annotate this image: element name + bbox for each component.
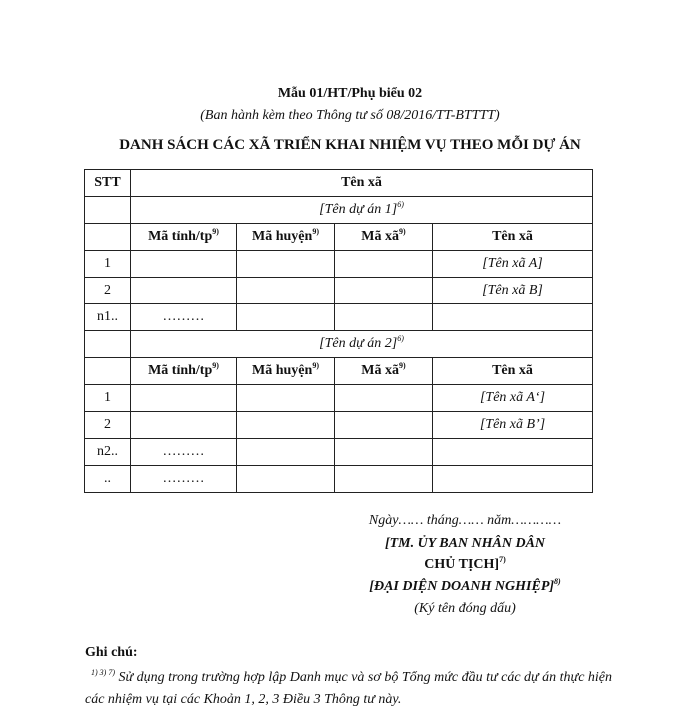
- commune-table: [84, 169, 593, 493]
- stt-cell: 2: [85, 412, 131, 439]
- signer-org: [TM. ỦY BAN NHÂN DÂN: [384, 536, 546, 551]
- project-row: [85, 331, 593, 358]
- ma-huyen-header: Mã huyện$^{9)}$: [237, 358, 335, 385]
- project-row: [85, 196, 593, 223]
- ma-tinh-cell: [131, 277, 237, 304]
- col-ten-xa-header: Tên xã: [131, 170, 593, 197]
- document-title: DANH SÁCH CÁC XÃ TRIỂN KHAI NHIỆM VỤ THEO MỖI DỰ ÁN: [119, 137, 581, 153]
- notes-title: Ghi chú:: [85, 645, 138, 660]
- table-row: [85, 412, 593, 439]
- table-row: [85, 250, 593, 277]
- ten-xa-cell: [433, 465, 593, 492]
- form-code: Mẫu 01/HT/Phụ biểu 02: [277, 86, 423, 101]
- ma-tinh-header: Mã tỉnh/$tp^{9)}$: [131, 358, 237, 385]
- ten-xa-cell: [Tên xã B]: [433, 277, 593, 304]
- stt-cell: n1..: [85, 304, 131, 331]
- stt-cell: 1: [85, 250, 131, 277]
- ma-xa-header: Mã $xã^{9)}$: [335, 223, 433, 250]
- table-row: [85, 277, 593, 304]
- ma-tinh-cell: [131, 412, 237, 439]
- ten-xa-cell: [Tên xã A]: [433, 250, 593, 277]
- date-line: Ngày…… tháng…… năm…………: [368, 513, 562, 528]
- table-row: [85, 465, 593, 492]
- table-row: [85, 385, 593, 412]
- ma-huyen-header: Mã huyện$^{9)}$: [237, 223, 335, 250]
- stt-cell: n2..: [85, 438, 131, 465]
- issued-note: (Ban hành kèm theo Thông tư số 08/2016/TT-BTTTT): [200, 108, 500, 123]
- stt-cell: 2: [85, 277, 131, 304]
- table-row: [85, 438, 593, 465]
- ten-xa-header: Tên xã: [433, 223, 593, 250]
- ma-tinh-cell: ………: [131, 304, 237, 331]
- stt-cell: ..: [85, 465, 131, 492]
- project-name: [Tên dự án 2]$^{6)}$: [131, 331, 593, 358]
- ma-tinh-header: Mã tỉnh/$tp^{9)}$: [131, 223, 237, 250]
- table-row: [85, 304, 593, 331]
- notes-text: $^{1) 3) 7)}$ Sử dụng trong trường hợp lập Danh mục và sơ bộ Tổng mức đầu tư các dự án thực hiện các nhiệm vụ tại các Khoản 1, 2, 3 Điều 3 Thông tư này.: [85, 668, 613, 707]
- sub-header-row: [85, 223, 593, 250]
- ma-tinh-cell: ………: [131, 465, 237, 492]
- ten-xa-header: Tên xã: [433, 358, 593, 385]
- ma-tinh-cell: ………: [131, 438, 237, 465]
- table-header-row: [85, 170, 593, 197]
- stt-cell: 1: [85, 385, 131, 412]
- signer-title: CHỦ TỊCH]$^{7)}$: [424, 555, 506, 572]
- sign-stamp-note: (Ký tên đóng dấu): [414, 601, 516, 616]
- ma-tinh-cell: [131, 250, 237, 277]
- project-name: [Tên dự án 1]$^{6)}$: [131, 196, 593, 223]
- ten-xa-cell: [Tên xã B’]: [433, 412, 593, 439]
- ten-xa-cell: [433, 304, 593, 331]
- enterprise-rep: [ĐẠI DIỆN DOANH NGHIỆP]$^{8)}$: [369, 577, 561, 594]
- ten-xa-cell: [Tên xã A‘]: [433, 385, 593, 412]
- ma-xa-header: Mã $xã^{9)}$: [335, 358, 433, 385]
- sub-header-row: [85, 358, 593, 385]
- ma-tinh-cell: [131, 385, 237, 412]
- ten-xa-cell: [433, 438, 593, 465]
- col-stt-header: STT: [85, 170, 131, 197]
